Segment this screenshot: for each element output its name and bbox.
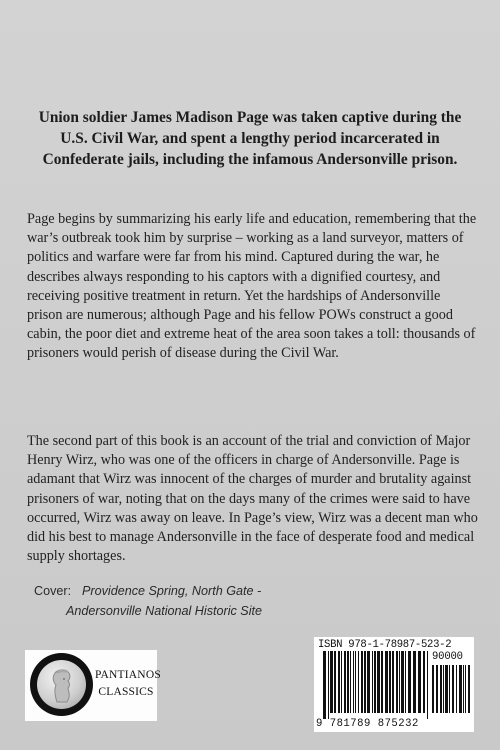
- coin-portrait-icon: [30, 653, 93, 716]
- publisher-name-line-1: PANTIANOS: [95, 669, 161, 681]
- price-code: 90000: [432, 651, 463, 663]
- cover-credit-line-1: Providence Spring, North Gate -: [82, 584, 262, 598]
- description-paragraph-1: Page begins by summarizing his early life and education, remembering that the war’s outbreak took him by surprise – working as a land surveyor, matters of politics and warfare were far from his mind. Captured during the war, he describes always responding to his captors with a dignified courtesy, and receiving positive treatment in return. Yet the hardships of Andersonville prison are numerous; although Page and his fellow POWs construct a good cabin, the poor diet and extreme heat of the area soon takes a toll: thousands of prisoners would perish of disease during the Civil War.: [27, 211, 477, 362]
- isbn-number: ISBN 978-1-78987-523-2: [318, 639, 452, 651]
- publisher-logo: [25, 650, 161, 721]
- addon-barcode-bars: [432, 665, 470, 719]
- publisher-name-line-2: CLASSICS: [98, 686, 154, 698]
- ean-digits: 9 781789 875232: [316, 718, 419, 730]
- cover-credit-line-2: Andersonville National Historic Site: [66, 604, 262, 618]
- isbn-barcode: [314, 637, 474, 732]
- back-cover-headline: Union soldier James Madison Page was taken captive during the U.S. Civil War, and spent a lengthy period incarcerated in Confederate jails, including the infamous Andersonville prison.: [38, 109, 462, 168]
- description-paragraph-2: The second part of this book is an account of the trial and conviction of Major Henry Wirz, who was one of the officers in charge of Andersonville. Page is adamant that Wirz was innocent of the charges of murder and brutality against prisoners of war, noting that on the days many of the crimes were said to have occurred, Wirz was away on leave. In Page’s view, Wirz was a decent man who did his best to manage Andersonville in the face of desperate food and medical supply shortages.: [27, 433, 478, 565]
- ean-barcode-bars: [323, 651, 429, 719]
- cover-credit-label: Cover:: [34, 584, 72, 598]
- publisher-name: [95, 667, 161, 701]
- cover-credit: [34, 581, 262, 621]
